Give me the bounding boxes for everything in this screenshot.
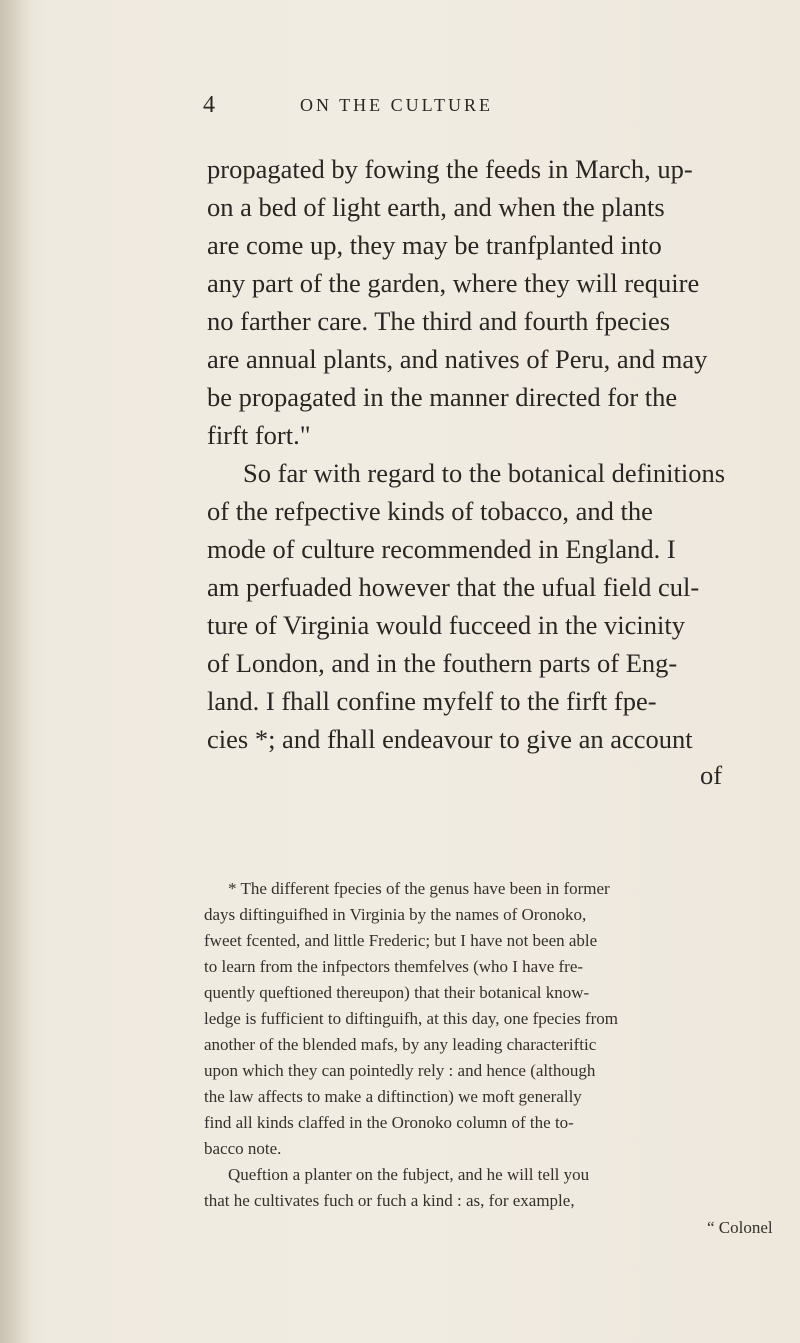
body-line: are come up, they may be tranfplanted into — [207, 230, 662, 260]
body-line: propagated by fowing the feeds in March, up- — [207, 154, 693, 184]
paragraph-first-line: So far with regard to the botanical definitions — [243, 458, 726, 488]
page-number: 4 — [203, 92, 215, 118]
body-line: ture of Virginia would fucceed in the vicinity — [207, 610, 685, 640]
body-line: any part of the garden, where they will require — [207, 268, 700, 298]
footnote-paragraph-first-line: Queftion a planter on the fubject, and he will tell you — [228, 1165, 590, 1184]
footnote-line: to learn from the infpectors themfelves (who I have fre- — [204, 957, 584, 976]
body-line: of the refpective kinds of tobacco, and the — [207, 496, 653, 526]
footnote-line: fweet fcented, and little Frederic; but I have not been able — [204, 931, 598, 950]
body-line: land. I fhall confine myfelf to the firft fpe- — [207, 686, 657, 716]
footnote-line: quently queftioned thereupon) that their botanical know- — [204, 983, 590, 1002]
catchword: of — [700, 760, 723, 790]
body-line: be propagated in the manner directed for the — [207, 382, 678, 412]
footnote-line: that he cultivates fuch or fuch a kind : as, for example, — [204, 1191, 575, 1210]
body-line: on a bed of light earth, and when the plants — [207, 192, 665, 222]
body-line: of London, and in the fouthern parts of Eng- — [207, 648, 678, 678]
footnote-line: another of the blended mafs, by any leading characteriftic — [204, 1035, 597, 1054]
footnote-line: ledge is fufficient to diftinguifh, at this day, one fpecies from — [204, 1009, 619, 1028]
running-head: ON THE CULTURE — [300, 95, 494, 115]
body-line: mode of culture recommended in England. I — [207, 534, 676, 564]
footnote-line: find all kinds claffed in the Oronoko column of the to- — [204, 1113, 574, 1132]
body-line: am perfuaded however that the ufual field cul- — [207, 572, 700, 602]
footnote-line: upon which they can pointedly rely : and hence (although — [204, 1061, 596, 1080]
binding-shadow — [0, 0, 30, 1343]
body-line: cies *; and fhall endeavour to give an account — [207, 724, 693, 754]
body-line: no farther care. The third and fourth fpecies — [207, 306, 671, 336]
body-line: firft fort." — [207, 420, 311, 450]
footnote-first-line: * The different fpecies of the genus have been in former — [228, 879, 610, 898]
body-line: are annual plants, and natives of Peru, and may — [207, 344, 708, 374]
footnote-line: the law affects to make a diftinction) we moft generally — [204, 1087, 582, 1106]
footnote-line: days diftinguifhed in Virginia by the names of Oronoko, — [204, 905, 587, 924]
footnote-line: bacco note. — [204, 1139, 282, 1158]
footnote-catchword: “ Colonel — [707, 1218, 773, 1237]
